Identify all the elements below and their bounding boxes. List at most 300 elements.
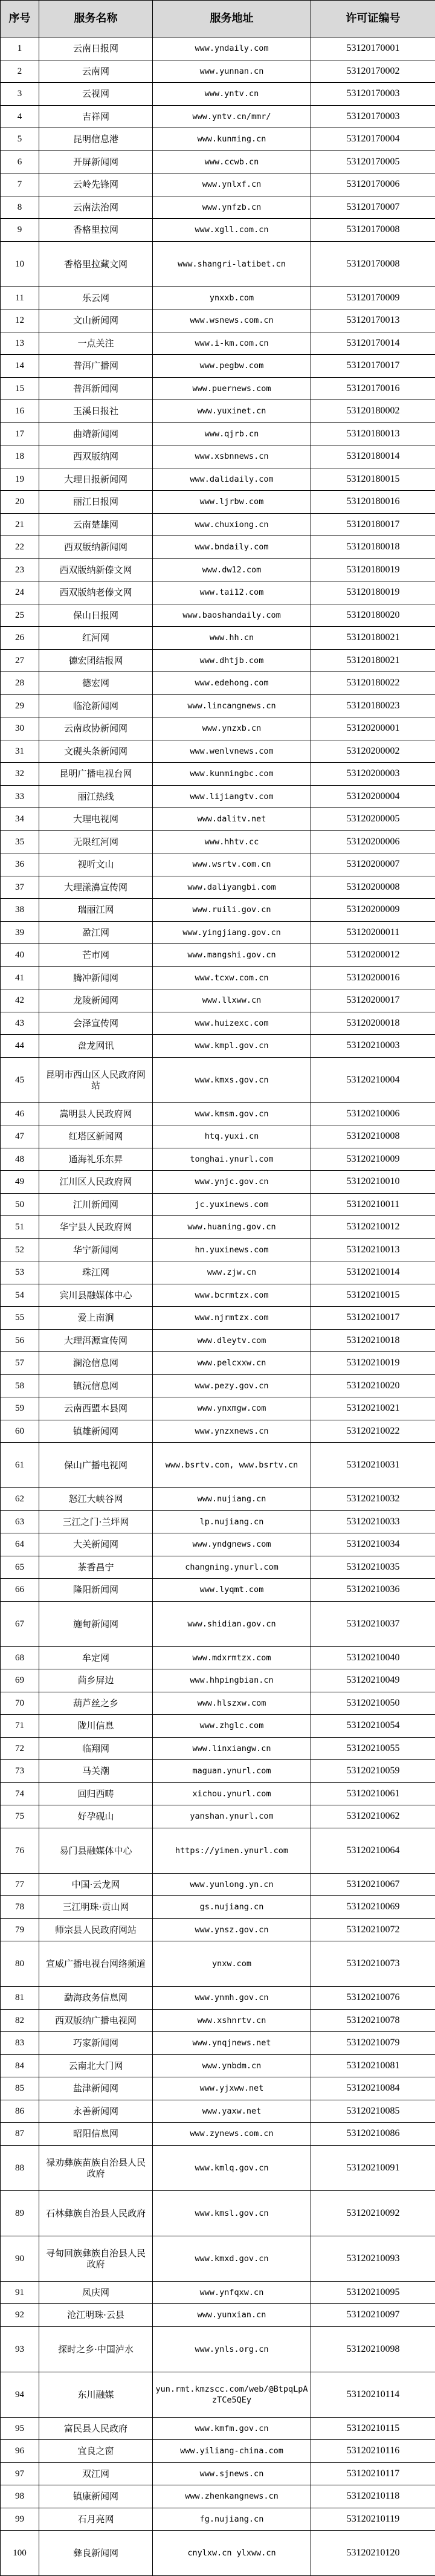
row-number: 35	[1, 830, 39, 853]
table-row	[1, 2462, 435, 2485]
table-row	[1, 1896, 435, 1919]
service-name: 凤庆网	[39, 2281, 153, 2304]
service-address: lp.nujiang.cn	[153, 1510, 311, 1533]
table-row	[1, 1715, 435, 1738]
table-row	[1, 1646, 435, 1669]
service-address: www.yiliang-china.com	[153, 2440, 311, 2463]
service-address: hn.yuxinews.com	[153, 1238, 311, 1261]
license-number: 53120210037	[311, 1601, 435, 1646]
row-number: 53	[1, 1261, 39, 1284]
table-row	[1, 1760, 435, 1783]
service-name: 文山新闻网	[39, 309, 153, 332]
license-number: 53120170007	[311, 196, 435, 219]
service-address: www.baoshandaily.com	[153, 604, 311, 627]
service-name: 无限红河网	[39, 830, 153, 853]
row-number: 14	[1, 355, 39, 378]
license-number: 53120210054	[311, 1715, 435, 1738]
service-address: www.xsbnnews.cn	[153, 445, 311, 468]
license-number: 53120210018	[311, 1329, 435, 1352]
table-row	[1, 2485, 435, 2508]
license-number: 53120170013	[311, 309, 435, 332]
license-number: 53120180014	[311, 445, 435, 468]
service-address: www.yntv.cn/mmr/	[153, 105, 311, 128]
service-address: www.kunming.cn	[153, 128, 311, 151]
license-number: 53120200016	[311, 966, 435, 989]
service-address: www.hhtv.cc	[153, 830, 311, 853]
service-address: www.puernews.com	[153, 377, 311, 400]
service-address: www.zhglc.com	[153, 1715, 311, 1738]
service-address: www.mangshi.gov.cn	[153, 944, 311, 967]
license-number: 53120180021	[311, 649, 435, 672]
service-address: www.yndgnews.com	[153, 1533, 311, 1556]
service-name: 富民县人民政府	[39, 2417, 153, 2440]
service-name: 云南北大门网	[39, 2054, 153, 2077]
table-row	[1, 128, 435, 151]
service-address: www.tai12.com	[153, 581, 311, 604]
service-name: 永善新闻网	[39, 2100, 153, 2123]
service-address: www.sjnews.cn	[153, 2462, 311, 2485]
service-name: 香格里拉网	[39, 219, 153, 242]
service-address: www.zhenkangnews.cn	[153, 2485, 311, 2508]
service-name: 易门县融媒体中心	[39, 1828, 153, 1873]
license-number: 53120210118	[311, 2485, 435, 2508]
row-number: 83	[1, 2032, 39, 2055]
license-number: 53120210003	[311, 1035, 435, 1058]
license-number: 53120180019	[311, 581, 435, 604]
table-row	[1, 944, 435, 967]
row-number: 65	[1, 1556, 39, 1579]
service-address: www.ynlxf.cn	[153, 173, 311, 196]
service-name: 昆明信息港	[39, 128, 153, 151]
service-name: 华宁县人民政府网	[39, 1216, 153, 1239]
service-name: 宾川县融媒体中心	[39, 1284, 153, 1307]
service-address: htq.yuxi.cn	[153, 1125, 311, 1148]
service-name: 江川新闻网	[39, 1193, 153, 1216]
table-row	[1, 921, 435, 944]
table-header	[1, 1, 435, 37]
service-name: 中国·云龙网	[39, 1873, 153, 1896]
table-body	[1, 37, 435, 2576]
row-number: 97	[1, 2462, 39, 2485]
service-name: 会泽宣传网	[39, 1012, 153, 1035]
service-name: 临翔网	[39, 1737, 153, 1760]
service-address: www.yaxw.net	[153, 2100, 311, 2123]
row-number: 89	[1, 2190, 39, 2236]
row-number: 74	[1, 1782, 39, 1805]
row-number: 44	[1, 1035, 39, 1058]
service-address: www.dleytv.com	[153, 1329, 311, 1352]
service-name: 云南法治网	[39, 196, 153, 219]
row-number: 11	[1, 286, 39, 309]
table-row	[1, 830, 435, 853]
row-number: 60	[1, 1420, 39, 1443]
service-name: 一点关注	[39, 332, 153, 355]
license-number: 53120210064	[311, 1828, 435, 1873]
row-number: 33	[1, 785, 39, 808]
service-address: www.bndaily.com	[153, 536, 311, 559]
row-number: 75	[1, 1805, 39, 1828]
service-address: www.kmlq.gov.cn	[153, 2145, 311, 2190]
service-address: www.ynmh.gov.cn	[153, 1987, 311, 2010]
license-number: 53120210117	[311, 2462, 435, 2485]
service-address: www.bcrmtzx.com	[153, 1284, 311, 1307]
table-row	[1, 1918, 435, 1941]
row-number: 87	[1, 2123, 39, 2146]
row-number: 70	[1, 1692, 39, 1715]
service-name: 师宗县人民政府网站	[39, 1918, 153, 1941]
row-number: 24	[1, 581, 39, 604]
service-address: www.xshnrtv.cn	[153, 2009, 311, 2032]
table-row	[1, 37, 435, 60]
table-row	[1, 2440, 435, 2463]
license-number: 53120200004	[311, 785, 435, 808]
service-address: www.ynjc.gov.cn	[153, 1171, 311, 1194]
service-address: www.ccwb.cn	[153, 150, 311, 173]
service-address: www.shangri-latibet.cn	[153, 241, 311, 286]
license-number: 53120180015	[311, 468, 435, 491]
table-row	[1, 785, 435, 808]
license-number: 53120210116	[311, 2440, 435, 2463]
service-address: www.ynsz.gov.cn	[153, 1918, 311, 1941]
service-name: 云南西盟本县网	[39, 1397, 153, 1420]
row-number: 27	[1, 649, 39, 672]
service-address: www.kunmingbc.com	[153, 763, 311, 786]
license-number: 53120170003	[311, 83, 435, 106]
license-number: 53120200007	[311, 853, 435, 876]
table-row	[1, 2054, 435, 2077]
license-number: 53120210078	[311, 2009, 435, 2032]
row-number: 29	[1, 694, 39, 717]
service-name: 丽江日报网	[39, 491, 153, 514]
row-number: 88	[1, 2145, 39, 2190]
service-name: 保山日报网	[39, 604, 153, 627]
row-number: 22	[1, 536, 39, 559]
service-name: 西双版纳广播电视网	[39, 2009, 153, 2032]
row-number: 79	[1, 1918, 39, 1941]
license-number: 53120200001	[311, 717, 435, 740]
service-name: 临沧新闻网	[39, 694, 153, 717]
service-name: 大理电视网	[39, 808, 153, 831]
service-address: www.ynqjnews.net	[153, 2032, 311, 2055]
license-number: 53120170009	[311, 286, 435, 309]
table-row	[1, 1261, 435, 1284]
row-number: 52	[1, 1238, 39, 1261]
service-address: www.huizexc.com	[153, 1012, 311, 1035]
row-number: 86	[1, 2100, 39, 2123]
service-address: www.yingjiang.gov.cn	[153, 921, 311, 944]
service-address: www.ljrbw.com	[153, 491, 311, 514]
service-address: www.edehong.com	[153, 672, 311, 695]
service-name: 红塔区新闻网	[39, 1125, 153, 1148]
row-number: 28	[1, 672, 39, 695]
table-row	[1, 1102, 435, 1125]
service-address: fg.nujiang.cn	[153, 2508, 311, 2531]
service-name: 寻甸回族彝族自治县人民政府	[39, 2236, 153, 2281]
table-row	[1, 763, 435, 786]
service-name: 香格里拉藏文网	[39, 241, 153, 286]
service-address: www.ynbdm.cn	[153, 2054, 311, 2077]
table-row	[1, 2145, 435, 2190]
table-row	[1, 2123, 435, 2146]
table-row	[1, 717, 435, 740]
row-number: 56	[1, 1329, 39, 1352]
table-row	[1, 899, 435, 922]
license-number: 53120180020	[311, 604, 435, 627]
row-number: 25	[1, 604, 39, 627]
table-row	[1, 1510, 435, 1533]
license-number: 53120210050	[311, 1692, 435, 1715]
row-number: 81	[1, 1987, 39, 2010]
service-address: www.ynzxb.cn	[153, 717, 311, 740]
service-address: www.linxiangw.cn	[153, 1737, 311, 1760]
table-row	[1, 1556, 435, 1579]
license-number: 53120210009	[311, 1148, 435, 1171]
license-number: 53120210020	[311, 1374, 435, 1397]
service-address: www.hlszxw.com	[153, 1692, 311, 1715]
license-number: 53120210069	[311, 1896, 435, 1919]
license-number: 53120210022	[311, 1420, 435, 1443]
row-number: 38	[1, 899, 39, 922]
license-number: 53120210093	[311, 2236, 435, 2281]
header-row	[1, 1, 435, 37]
license-number: 53120210114	[311, 2372, 435, 2417]
table-row	[1, 513, 435, 536]
service-address: www.i-km.com.cn	[153, 332, 311, 355]
service-name: 镇雄新闻网	[39, 1420, 153, 1443]
table-row	[1, 2032, 435, 2055]
row-number: 55	[1, 1307, 39, 1330]
license-number: 53120180022	[311, 672, 435, 695]
row-number: 95	[1, 2417, 39, 2440]
service-name: 普洱广播网	[39, 355, 153, 378]
license-number: 53120210059	[311, 1760, 435, 1783]
row-number: 13	[1, 332, 39, 355]
table-row	[1, 1579, 435, 1602]
table-row	[1, 989, 435, 1012]
service-name: 云南政协新闻网	[39, 717, 153, 740]
table-row	[1, 2531, 435, 2576]
license-number: 53120210032	[311, 1488, 435, 1511]
service-address: www.tcxw.com.cn	[153, 966, 311, 989]
license-number: 53120210019	[311, 1352, 435, 1375]
table-row	[1, 1238, 435, 1261]
service-address: www.zynews.com.cn	[153, 2123, 311, 2146]
row-number: 92	[1, 2304, 39, 2327]
row-number: 94	[1, 2372, 39, 2417]
license-number: 53120210084	[311, 2077, 435, 2100]
service-name: 爱上南涧	[39, 1307, 153, 1330]
table-row	[1, 1828, 435, 1873]
service-address: www.wsnews.com.cn	[153, 309, 311, 332]
table-row	[1, 1284, 435, 1307]
service-address: www.zjw.cn	[153, 1261, 311, 1284]
license-number: 53120210067	[311, 1873, 435, 1896]
row-number: 1	[1, 37, 39, 60]
service-address: ynxw.com	[153, 1941, 311, 1987]
row-number: 51	[1, 1216, 39, 1239]
license-number: 53120170008	[311, 219, 435, 242]
service-name: 盘龙网讯	[39, 1035, 153, 1058]
license-number: 53120210062	[311, 1805, 435, 1828]
service-address: www.wenlvnews.com	[153, 740, 311, 763]
license-number: 53120210085	[311, 2100, 435, 2123]
license-number: 53120180002	[311, 400, 435, 423]
service-address: www.ynfzb.cn	[153, 196, 311, 219]
row-number: 4	[1, 105, 39, 128]
table-row	[1, 2326, 435, 2372]
service-name: 盈江网	[39, 921, 153, 944]
service-name: 德宏网	[39, 672, 153, 695]
service-address: www.lincangnews.cn	[153, 694, 311, 717]
row-number: 57	[1, 1352, 39, 1375]
license-number: 53120200002	[311, 740, 435, 763]
license-number: 53120210008	[311, 1125, 435, 1148]
header-service-address: 服务地址	[153, 1, 311, 37]
license-number: 53120200009	[311, 899, 435, 922]
service-name: 江川区人民政府网	[39, 1171, 153, 1194]
header-service-name: 服务名称	[39, 1, 153, 37]
license-number: 53120210006	[311, 1102, 435, 1125]
service-address: www.kmsl.gov.cn	[153, 2190, 311, 2236]
row-number: 61	[1, 1443, 39, 1488]
service-name: 宣威广播电视台网络频道	[39, 1941, 153, 1987]
service-address: www.kmsm.gov.cn	[153, 1102, 311, 1125]
row-number: 69	[1, 1669, 39, 1692]
row-number: 84	[1, 2054, 39, 2077]
service-address: www.xgll.com.cn	[153, 219, 311, 242]
table-row	[1, 2009, 435, 2032]
service-address: www.yntv.cn	[153, 83, 311, 106]
license-number: 53120210098	[311, 2326, 435, 2372]
service-name: 施甸新闻网	[39, 1601, 153, 1646]
service-name: 茶香昌宁	[39, 1556, 153, 1579]
service-address: www.shidian.gov.cn	[153, 1601, 311, 1646]
row-number: 80	[1, 1941, 39, 1987]
table-row	[1, 2100, 435, 2123]
service-name: 云视网	[39, 83, 153, 106]
license-number: 53120210011	[311, 1193, 435, 1216]
license-number: 53120210119	[311, 2508, 435, 2531]
table-row	[1, 2417, 435, 2440]
license-number: 53120170017	[311, 355, 435, 378]
table-row	[1, 1148, 435, 1171]
table-row	[1, 581, 435, 604]
row-number: 26	[1, 627, 39, 650]
service-address: gs.nujiang.cn	[153, 1896, 311, 1919]
license-number: 53120210073	[311, 1941, 435, 1987]
license-number: 53120210036	[311, 1579, 435, 1602]
license-number: 53120180017	[311, 513, 435, 536]
service-name: 昆明市西山区人民政府网站	[39, 1057, 153, 1102]
service-name: 玉溪日报社	[39, 400, 153, 423]
license-number: 53120210034	[311, 1533, 435, 1556]
service-name: 文砚头条新闻网	[39, 740, 153, 763]
table-row	[1, 558, 435, 581]
license-number: 53120210004	[311, 1057, 435, 1102]
service-name: 澜沧信息网	[39, 1352, 153, 1375]
row-number: 5	[1, 128, 39, 151]
license-number: 53120180021	[311, 627, 435, 650]
table-row	[1, 1488, 435, 1511]
license-number: 53120210035	[311, 1556, 435, 1579]
table-row	[1, 2372, 435, 2417]
table-row	[1, 400, 435, 423]
license-number: 53120210086	[311, 2123, 435, 2146]
row-number: 41	[1, 966, 39, 989]
row-number: 78	[1, 1896, 39, 1919]
service-name: 好孕砚山	[39, 1805, 153, 1828]
service-name: 勐海政务信息网	[39, 1987, 153, 2010]
service-address: www.ynls.org.cn	[153, 2326, 311, 2372]
service-address: maguan.ynurl.com	[153, 1760, 311, 1783]
row-number: 63	[1, 1510, 39, 1533]
row-number: 49	[1, 1171, 39, 1194]
service-address: www.kmpl.gov.cn	[153, 1035, 311, 1058]
table-row	[1, 286, 435, 309]
service-name: 云南楚雄网	[39, 513, 153, 536]
row-number: 36	[1, 853, 39, 876]
row-number: 15	[1, 377, 39, 400]
service-name: 大理漾濞宣传网	[39, 876, 153, 899]
license-number: 53120200012	[311, 944, 435, 967]
service-name: 视听文山	[39, 853, 153, 876]
service-address: www.yuxinet.cn	[153, 400, 311, 423]
service-address: https://yimen.ynurl.com	[153, 1828, 311, 1873]
license-number: 53120170016	[311, 377, 435, 400]
row-number: 47	[1, 1125, 39, 1148]
table-row	[1, 332, 435, 355]
service-name: 茴乡屏边	[39, 1669, 153, 1692]
row-number: 98	[1, 2485, 39, 2508]
service-name: 腾冲新闻网	[39, 966, 153, 989]
table-row	[1, 2508, 435, 2531]
table-row	[1, 1352, 435, 1375]
service-address: www.yjxww.net	[153, 2077, 311, 2100]
license-number: 53120200003	[311, 763, 435, 786]
service-name: 瑞丽江网	[39, 899, 153, 922]
license-number: 53120210013	[311, 1238, 435, 1261]
row-number: 72	[1, 1737, 39, 1760]
row-number: 82	[1, 2009, 39, 2032]
table-row	[1, 491, 435, 514]
service-name: 保山广播电视网	[39, 1443, 153, 1488]
service-name: 探时之乡·中国泸水	[39, 2326, 153, 2372]
table-row	[1, 1035, 435, 1058]
table-row	[1, 604, 435, 627]
row-number: 48	[1, 1148, 39, 1171]
service-name: 大理日报新闻网	[39, 468, 153, 491]
service-name: 华宁新闻网	[39, 1238, 153, 1261]
service-address: www.yunxian.cn	[153, 2304, 311, 2327]
license-number: 53120200011	[311, 921, 435, 944]
service-name: 西双版纳网	[39, 445, 153, 468]
table-row	[1, 1669, 435, 1692]
license-number: 53120170005	[311, 150, 435, 173]
header-license-number: 许可证编号	[311, 1, 435, 37]
table-row	[1, 1374, 435, 1397]
row-number: 10	[1, 241, 39, 286]
row-number: 62	[1, 1488, 39, 1511]
table-row	[1, 694, 435, 717]
service-address: xichou.ynurl.com	[153, 1782, 311, 1805]
row-number: 54	[1, 1284, 39, 1307]
license-number: 53120210076	[311, 1987, 435, 2010]
service-name: 怒江大峡谷网	[39, 1488, 153, 1511]
row-number: 68	[1, 1646, 39, 1669]
table-row	[1, 1125, 435, 1148]
row-number: 23	[1, 558, 39, 581]
service-name: 西双版纳新闻网	[39, 536, 153, 559]
